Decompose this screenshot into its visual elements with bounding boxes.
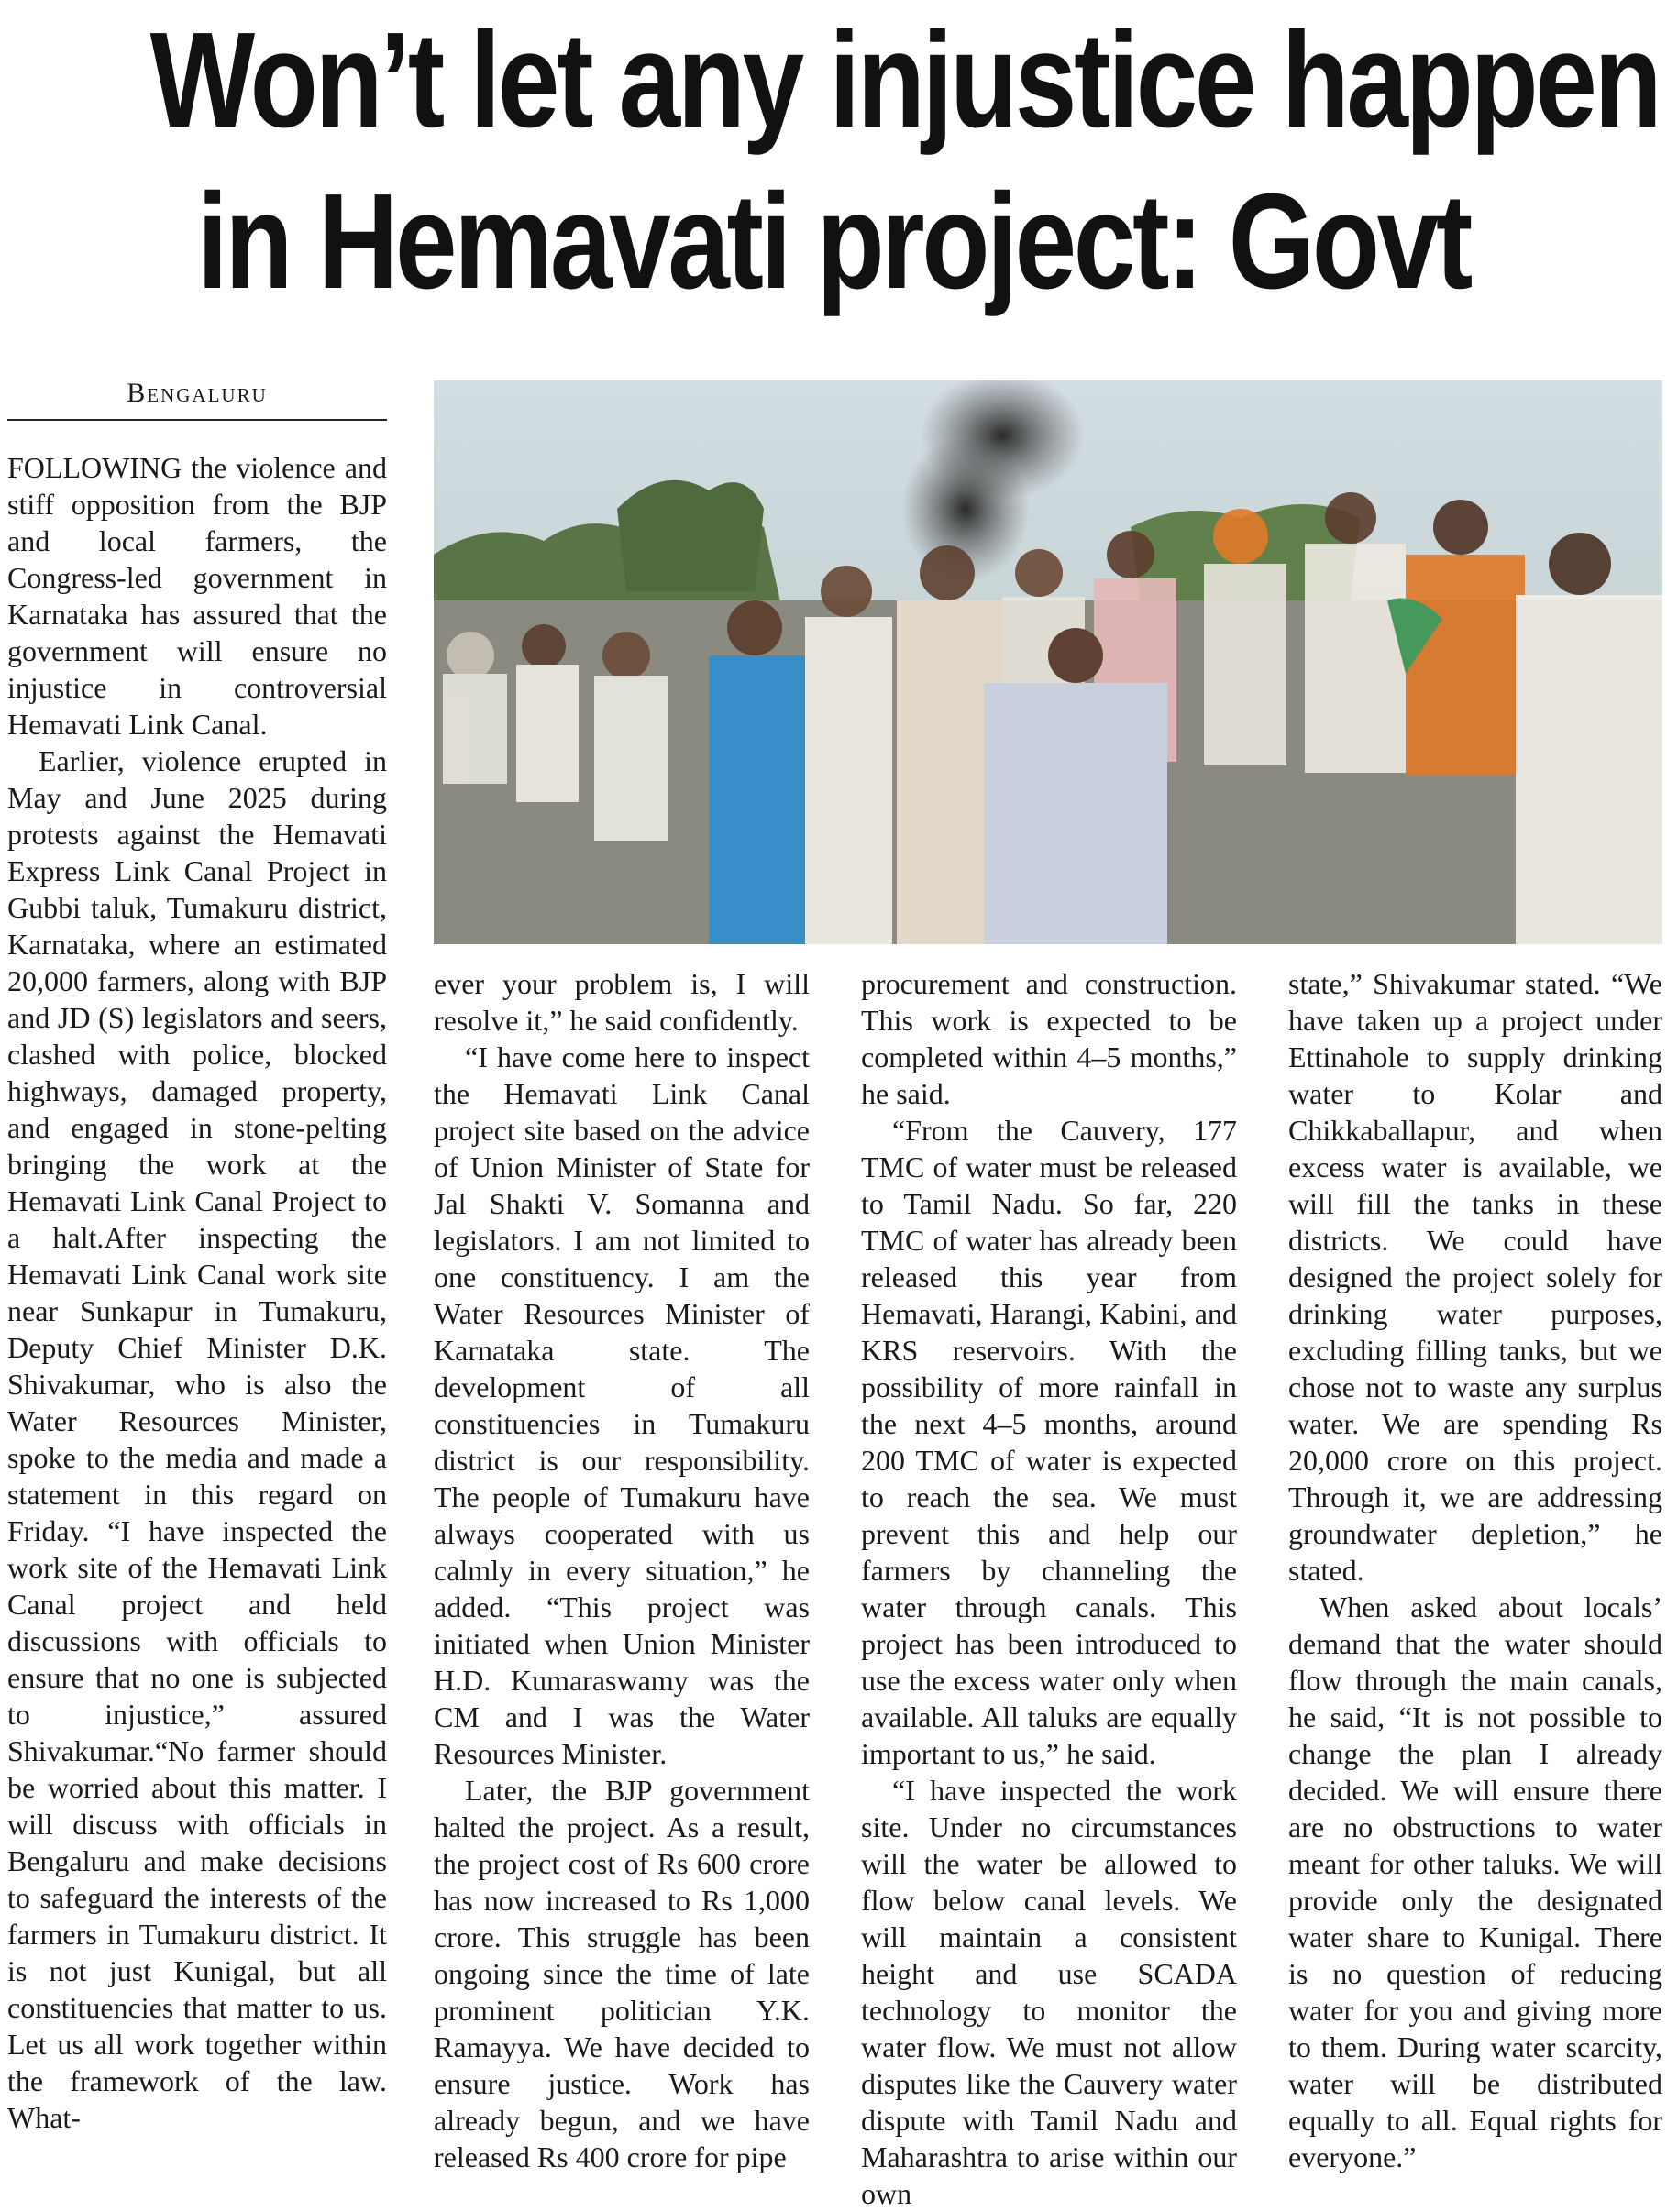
headline-line-1: Won’t let any injustice happen [149, 5, 1660, 156]
paragraph: procurement and construction. This work is expected to be completed within 4–5 months,” he said. [861, 967, 1237, 1110]
headline-line-2: in Hemavati project: Govt [196, 166, 1471, 317]
article-column-4 [1288, 965, 1662, 2173]
article-column-2 [434, 965, 810, 2173]
dateline-rule [7, 419, 387, 421]
article-column-3 [861, 965, 1237, 2210]
protest-crowd-photo-icon [434, 380, 1662, 944]
paragraph: “I have come here to inspect the Hemavati Link Canal project site based on the advice of Union Minister of State for Jal Shakti V. Somanna and legislators. I am not limited to one constituency. I am the Water Resources Minister of Karnataka state. The development of all constituencies in Tumakuru district is our responsibility. The people of Tumakuru have always cooperated with us calmly in every situation,” he added. “This project was initiated when Union Minister H.D. Kumaraswamy was the CM and I was the Water Resources Minister. [434, 1040, 810, 1770]
paragraph: Later, the BJP government halted the project. As a result, the project cost of Rs 600 crore has now increased to Rs 1,000 crore. This struggle has been ongoing since the time of late prominent politician Y.K. Ramayya. We have decided to ensure justice. Work has already begun, and we have released Rs 400 crore for pipe [434, 1774, 810, 2173]
headline [149, 0, 1660, 323]
news-photo [434, 380, 1662, 944]
paragraph: ever your problem is, I will resolve it,” he said confidently. [434, 967, 810, 1037]
paragraph: “From the Cauvery, 177 TMC of water must be released to Tamil Nadu. So far, 220 TMC of water has already been released this year from Hemavati, Harangi, Kabini, and KRS reservoirs. With the possibility of more rainfall in the next 4–5 months, around 200 TMC of water is expected to reach the sea. We must prevent this and help our farmers by channeling the water through canals. This project has been introduced to use the excess water only when available. All taluks are equally important to us,” he said. [861, 1114, 1237, 1770]
paragraph: FOLLOWING the violence and stiff opposition from the BJP and local farmers, the Congress-led government in Karnataka has assured that the government will ensure no injustice in controversial Hemavati Link Canal. [7, 451, 387, 741]
paragraph: state,” Shivakumar stated. “We have taken up a project under Ettinahole to supply drinking water to Kolar and Chikkaballapur, and when excess water is available, we will fill the tanks in these districts. We could have designed the project solely for drinking water purposes, excluding filling tanks, but we chose not to waste any surplus water. We are spending Rs 20,000 crore on this project. Through it, we are addressing groundwater depletion,” he stated. [1288, 967, 1662, 1587]
paragraph: “I have inspected the work site. Under no circumstances will the water be allowed to flow below canal levels. We will maintain a consistent height and use SCADA technology to monitor the water flow. We must not allow disputes like the Cauvery water dispute with Tamil Nadu and Maharashtra to arise within our own [861, 1774, 1237, 2210]
paragraph: When asked about locals’ demand that the water should flow through the main canals, he said, “It is not possible to change the plan I already decided. We will ensure there are no obstructions to water meant for other taluks. We will provide only the designated water share to Kunigal. There is no question of reducing water for you and giving more to them. During water scarcity, water will be distributed equally to all. Equal rights for everyone.” [1288, 1590, 1662, 2173]
paragraph: Earlier, violence erupted in May and June 2025 during protests against the Hemavati Express Link Canal Project in Gubbi taluk, Tumakuru district, Karnataka, where an estimated 20,000 farmers, along with BJP and JD (S) legislators and seers, clashed with police, blocked highways, damaged property, and engaged in stone-pelting bringing the work at the Hemavati Link Canal Project to a halt.After inspecting the Hemavati Link Canal work site near Sunkapur in Tumakuru, Deputy Chief Minister D.K. Shivakumar, who is also the Water Resources Minister, spoke to the media and made a statement in this regard on Friday. “I have inspected the work site of the Hemavati Link Canal project and held discussions with officials to ensure that no one is subjected to injustice,” assured Shivakumar.“No farmer should be worried about this matter. I will discuss with officials in Bengaluru and make decisions to safeguard the interests of the farmers in Tumakuru district. It is not just Kunigal, but all constituencies that matter to us. Let us all work together within the framework of the law. What- [7, 744, 387, 2134]
article-column-1 [7, 449, 387, 2136]
dateline: Bengaluru [127, 378, 268, 408]
